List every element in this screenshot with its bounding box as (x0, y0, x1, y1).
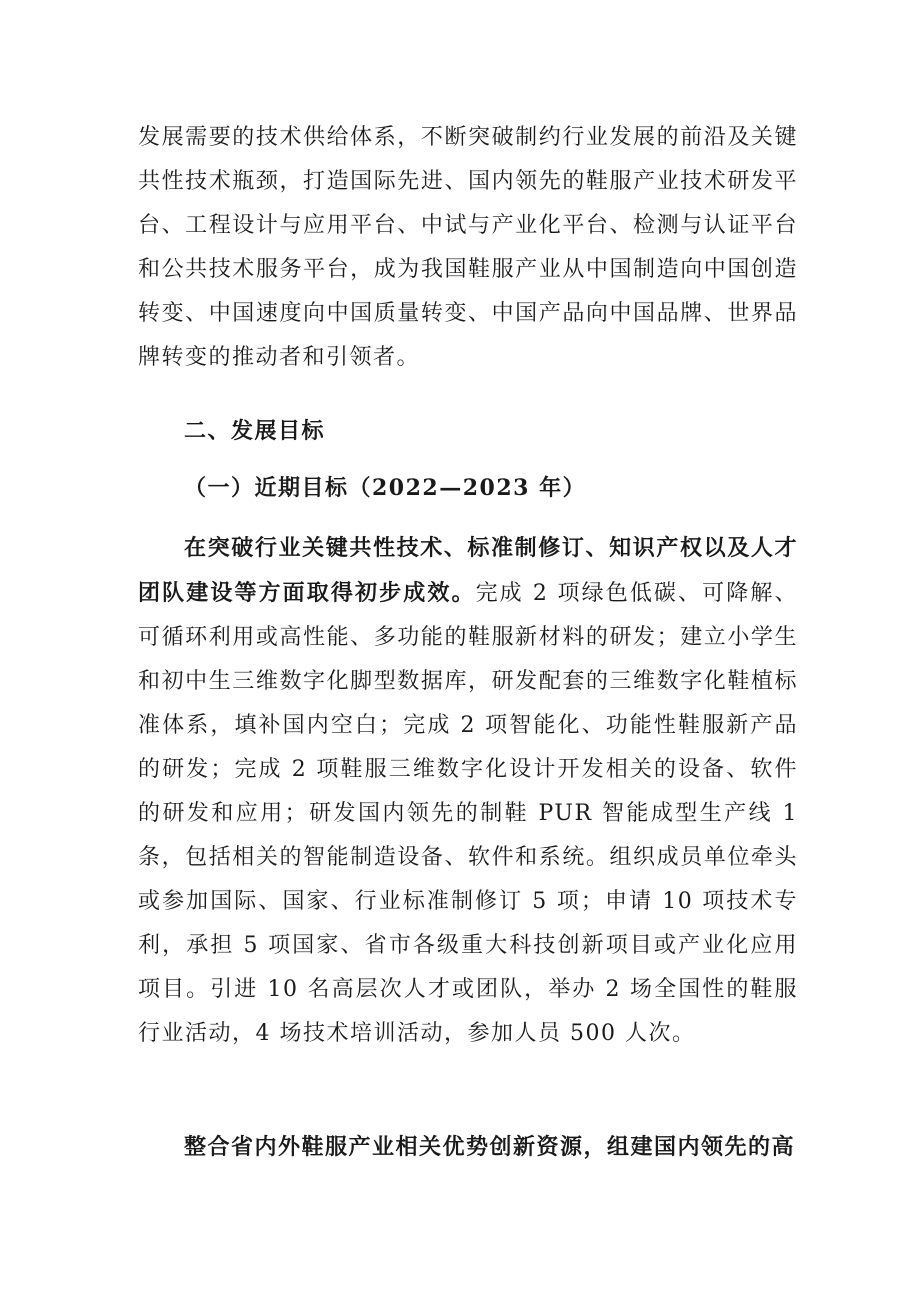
next-paragraph (138, 1125, 798, 1170)
section-heading: 二、发展目标 (184, 419, 326, 444)
near-term-paragraph (138, 526, 798, 1056)
next-paragraph-lead: 整合省内外鞋服产业相关优势创新资源，组建国内领先的高 (184, 1134, 796, 1160)
sub-heading: （一）近期目标（2022—2023 年） (184, 475, 587, 501)
near-term-body: 完成 2 项绿色低碳、可降解、可循环利用或高性能、多功能的鞋服新材料的研发；建立小学生和初中生三维数字化脚型数据库，研发配套的三维数字化鞋植标准体系，填补国内空白；完成 2 项智能化、功能性鞋服新产品的研发；完成 2 项鞋服三维数字化设计开发相关的设备、软件的研发和应用；研发国内领先的制鞋 PUR 智能成型生产线 1 条，包括相关的智能制造设备、软件和系统。组织成员单位牵头或参加国际、国家、行业标准制修订 5 项；申请 10 项技术专利，承担 5 项国家、省市各级重大科技创新项目或产业化应用项目。引进 10 名高层次人才或团队，举办 2 场全国性的鞋服行业活动，4 场技术培训活动，参加人员 500 人次。 (138, 581, 798, 1046)
near-term-lead: 在突破行业关键共性技术、标准制修订、知识产权以及人才团队建设等方面取得初步成效。 (138, 535, 798, 606)
paragraph-continuation: 发展需要的技术供给体系，不断突破制约行业发展的前沿及关键共性技术瓶颈，打造国际先进、国内领先的鞋服产业技术研发平台、工程设计与应用平台、中试与产业化平台、检测与认证平台和公共技术服务平台，成为我国鞋服产业从中国制造向中国创造转变、中国速度向中国质量转变、中国产品向中国品牌、世界品牌转变的推动者和引领者。 (138, 125, 798, 370)
